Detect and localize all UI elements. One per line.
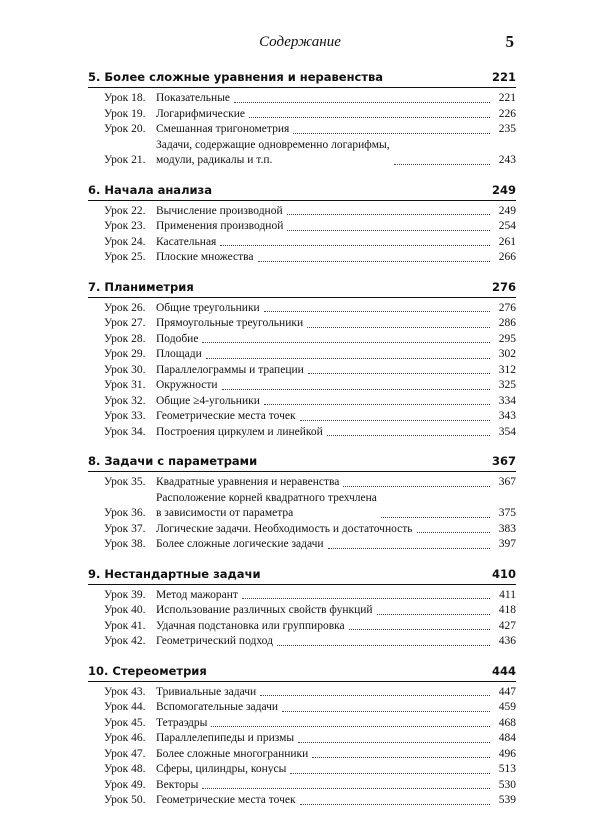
dot-leader (258, 261, 491, 262)
lesson-list (88, 204, 516, 266)
chapter-page: 367 (491, 454, 516, 468)
lesson-list (88, 91, 516, 169)
dot-leader (328, 548, 490, 549)
lesson-title: Более сложные логические задачи (156, 538, 324, 550)
lesson-title: Геометрические места точек (156, 410, 296, 422)
dot-leader (260, 695, 490, 696)
dot-leader (381, 517, 490, 518)
toc-chapter (88, 567, 516, 650)
lesson-label: Урок 25. (104, 251, 146, 263)
dot-leader (202, 788, 490, 789)
lesson-title: Геометрический подход (156, 635, 273, 647)
lesson-page: 226 (498, 107, 516, 120)
lesson-label: Урок 48. (104, 763, 146, 775)
toc-chapter (88, 70, 516, 169)
lesson-title: Метод мажорант (156, 588, 238, 601)
dot-leader (277, 645, 490, 646)
lesson-label: Урок 30. (104, 363, 146, 376)
lesson-entry (104, 603, 516, 619)
lesson-label: Урок 26. (104, 301, 146, 314)
lesson-page: 530 (498, 778, 516, 791)
lesson-page: 254 (498, 220, 516, 232)
lesson-title: Касательная (156, 235, 217, 248)
lesson-page: 411 (499, 588, 516, 601)
lesson-entry (104, 588, 516, 604)
lesson-label: Урок 27. (104, 317, 146, 329)
chapter-heading (88, 664, 516, 682)
lesson-page: 459 (498, 701, 516, 713)
lesson-page: 235 (498, 123, 516, 135)
dot-leader (377, 614, 490, 615)
lesson-entry (104, 475, 516, 491)
dot-leader (417, 532, 490, 533)
lesson-entry (104, 332, 516, 348)
lesson-label: Урок 22. (104, 204, 146, 217)
lesson-label: Урок 18. (104, 92, 146, 104)
lesson-title: Параллелепипеды и призмы (156, 732, 295, 744)
lesson-entry (104, 731, 516, 747)
lesson-entry (104, 138, 516, 169)
lesson-title: Тривиальные задачи (156, 685, 257, 698)
lesson-label: Урок 37. (104, 522, 146, 535)
dot-leader (307, 327, 490, 328)
dot-leader (293, 133, 490, 134)
dot-leader (343, 486, 490, 487)
dot-leader (312, 757, 490, 758)
dot-leader (290, 773, 490, 774)
lesson-page: 249 (498, 204, 516, 217)
lesson-title: Площади (156, 348, 202, 360)
lesson-entry (104, 363, 516, 379)
lesson-entry (104, 301, 516, 317)
lesson-title: Использование различных свойств функций (156, 604, 373, 616)
lesson-entry (104, 316, 516, 332)
lesson-title: Окружности (156, 379, 218, 391)
lesson-page: 261 (498, 235, 516, 248)
toc-chapter (88, 280, 516, 441)
lesson-title: Параллелограммы и трапеции (156, 363, 304, 376)
lesson-label: Урок 42. (104, 635, 146, 647)
table-of-contents (88, 70, 516, 823)
lesson-list (88, 685, 516, 809)
chapter-heading (88, 454, 516, 472)
lesson-entry (104, 747, 516, 763)
lesson-label: Урок 41. (104, 619, 146, 632)
dot-leader (211, 726, 490, 727)
lesson-label: Урок 46. (104, 732, 146, 744)
lesson-title: Сферы, цилиндры, конусы (156, 763, 287, 775)
page-header (0, 32, 600, 56)
chapter-heading (88, 567, 516, 585)
lesson-entry (104, 250, 516, 266)
chapter-heading (88, 70, 516, 88)
lesson-title: Квадратные уравнения и неравенства (156, 476, 340, 488)
dot-leader (287, 214, 490, 215)
lesson-page: 243 (498, 154, 516, 166)
lesson-label: Урок 19. (104, 107, 146, 120)
dot-leader (327, 435, 490, 436)
lesson-page: 325 (498, 379, 516, 391)
lesson-page: 302 (498, 348, 516, 360)
lesson-entry (104, 619, 516, 635)
lesson-entry (104, 204, 516, 220)
dot-leader (264, 311, 490, 312)
dot-leader (242, 598, 490, 599)
lesson-page: 513 (498, 763, 516, 775)
lesson-label: Урок 24. (104, 235, 146, 248)
lesson-page: 436 (498, 635, 516, 647)
lesson-list (88, 588, 516, 650)
lesson-page: 468 (498, 716, 516, 729)
chapter-heading (88, 183, 516, 201)
dot-leader (206, 358, 490, 359)
lesson-title: Расположение корней квадратного трехчлена в зависимости от параметра (156, 491, 377, 519)
lesson-title: Показательные (156, 92, 231, 104)
dot-leader (234, 102, 490, 103)
dot-leader (287, 230, 490, 231)
chapter-page: 249 (491, 182, 516, 197)
lesson-label: Урок 44. (104, 701, 146, 713)
lesson-title: Вычисление производной (156, 204, 283, 217)
lesson-entry (104, 778, 516, 794)
lesson-page: 334 (498, 394, 516, 407)
lesson-page: 354 (498, 425, 516, 438)
lesson-label: Урок 29. (104, 348, 146, 360)
lesson-entry (104, 347, 516, 363)
lesson-entry (104, 91, 516, 107)
toc-chapter (88, 454, 516, 553)
lesson-title: Удачная подстановка или группировка (156, 619, 345, 632)
lesson-entry (104, 537, 516, 553)
lesson-page: 276 (498, 301, 516, 314)
lesson-title: Векторы (156, 778, 199, 791)
lesson-page: 539 (498, 794, 516, 806)
lesson-entry (104, 394, 516, 410)
lesson-entry (104, 219, 516, 235)
lesson-label: Урок 21. (104, 154, 146, 166)
dot-leader (220, 245, 490, 246)
lesson-title: Общие треугольники (156, 301, 260, 314)
lesson-label: Урок 38. (104, 538, 146, 550)
lesson-list (88, 301, 516, 441)
chapter-page: 410 (491, 566, 516, 581)
lesson-label: Урок 40. (104, 604, 146, 616)
lesson-label: Урок 28. (104, 332, 146, 345)
dot-leader (264, 404, 490, 405)
lesson-entry (104, 378, 516, 394)
lesson-page: 496 (498, 747, 516, 760)
lesson-entry (104, 716, 516, 732)
lesson-label: Урок 35. (104, 476, 146, 488)
dot-leader (308, 373, 490, 374)
lesson-entry (104, 409, 516, 425)
chapter-heading (88, 280, 516, 298)
chapter-title: 10. Стереометрия (88, 663, 207, 678)
lesson-entry (104, 793, 516, 809)
lesson-page: 418 (498, 604, 516, 616)
lesson-page: 312 (498, 363, 516, 376)
lesson-title: Геометрические места точек (156, 794, 296, 806)
lesson-page: 286 (498, 317, 516, 329)
lesson-entry (104, 122, 516, 138)
dot-leader (282, 711, 490, 712)
chapter-title: 7. Планиметрия (88, 279, 194, 294)
lesson-label: Урок 43. (104, 685, 146, 698)
lesson-title: Плоские множества (156, 251, 254, 263)
lesson-label: Урок 49. (104, 778, 146, 791)
lesson-label: Урок 50. (104, 794, 146, 806)
dot-leader (249, 117, 490, 118)
lesson-title: Прямоугольные треугольники (156, 317, 304, 329)
lesson-entry (104, 700, 516, 716)
lesson-title: Общие ≥4-угольники (156, 394, 260, 407)
running-title: Содержание (259, 34, 341, 50)
lesson-label: Урок 33. (104, 410, 146, 422)
page-number: 5 (505, 32, 514, 51)
lesson-title: Построения циркулем и линейкой (156, 425, 323, 438)
chapter-page: 444 (491, 663, 516, 678)
lesson-entry (104, 522, 516, 538)
chapter-title: 8. Задачи с параметрами (88, 454, 258, 468)
lesson-entry (104, 235, 516, 251)
lesson-page: 295 (498, 332, 516, 345)
lesson-page: 383 (498, 522, 516, 535)
lesson-page: 375 (498, 507, 516, 519)
lesson-label: Урок 47. (104, 747, 146, 760)
lesson-title: Смешанная тригонометрия (156, 123, 290, 135)
lesson-page: 484 (498, 732, 516, 744)
lesson-page: 221 (498, 92, 516, 104)
lesson-page: 447 (498, 685, 516, 698)
dot-leader (222, 389, 490, 390)
lesson-label: Урок 39. (104, 588, 146, 601)
lesson-page: 427 (498, 619, 516, 632)
dot-leader (394, 164, 490, 165)
lesson-page: 266 (498, 251, 516, 263)
lesson-label: Урок 20. (104, 123, 146, 135)
dot-leader (298, 742, 490, 743)
lesson-label: Урок 31. (104, 379, 146, 391)
lesson-label: Урок 36. (104, 507, 146, 519)
lesson-label: Урок 34. (104, 425, 146, 438)
chapter-page: 221 (491, 70, 516, 84)
lesson-title: Задачи, содержащие одновременно логарифмы, модули, радикалы и т.п. (156, 138, 390, 166)
lesson-page: 397 (498, 538, 516, 550)
lesson-page: 343 (498, 410, 516, 422)
lesson-entry (104, 634, 516, 650)
lesson-entry (104, 685, 516, 701)
dot-leader (349, 629, 490, 630)
lesson-entry (104, 107, 516, 123)
lesson-page: 367 (498, 476, 516, 488)
lesson-title: Логические задачи. Необходимость и достаточность (156, 522, 413, 535)
dot-leader (300, 804, 490, 805)
lesson-title: Вспомогательные задачи (156, 701, 279, 713)
toc-chapter (88, 183, 516, 266)
dot-leader (202, 342, 490, 343)
lesson-list (88, 475, 516, 553)
chapter-title: 5. Более сложные уравнения и неравенства (88, 70, 384, 84)
lesson-entry (104, 491, 516, 522)
lesson-title: Более сложные многогранники (156, 747, 309, 760)
lesson-title: Логарифмические (156, 107, 245, 120)
lesson-title: Применения производной (156, 220, 284, 232)
toc-chapter (88, 664, 516, 809)
lesson-label: Урок 45. (104, 716, 146, 729)
lesson-title: Подобие (156, 332, 199, 345)
chapter-page: 276 (491, 279, 516, 294)
chapter-title: 9. Нестандартные задачи (88, 566, 261, 581)
lesson-entry (104, 425, 516, 441)
lesson-label: Урок 32. (104, 394, 146, 407)
lesson-title: Тетраэдры (156, 716, 208, 729)
chapter-title: 6. Начала анализа (88, 182, 212, 197)
lesson-label: Урок 23. (104, 220, 146, 232)
lesson-entry (104, 762, 516, 778)
dot-leader (300, 420, 490, 421)
